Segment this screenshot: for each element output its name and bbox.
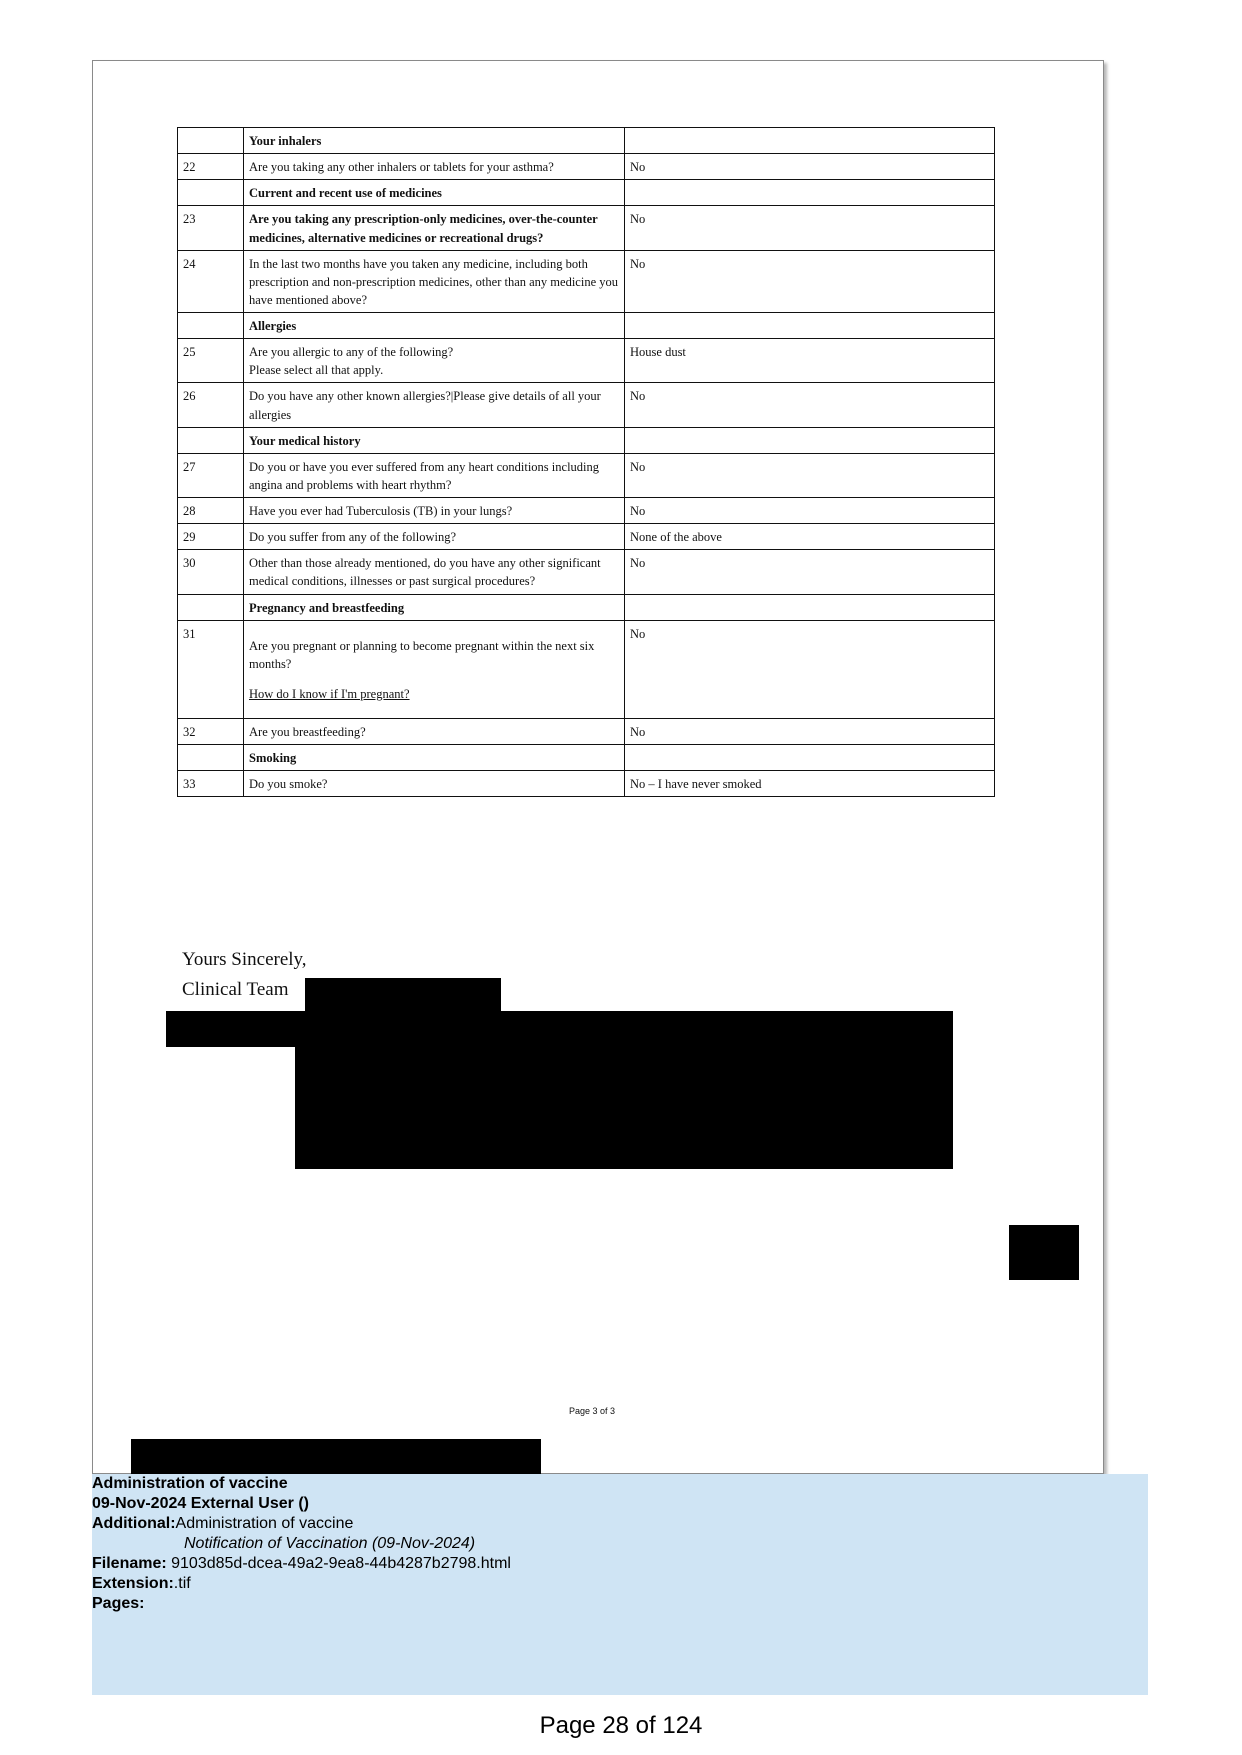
question-number: 27 — [178, 453, 244, 497]
section-title: Your medical history — [244, 427, 625, 453]
question-number: 33 — [178, 771, 244, 797]
question-text: Do you smoke? — [244, 771, 625, 797]
closing-signature: Clinical Team — [182, 979, 289, 1000]
question-line: Are you pregnant or planning to become pregnant within the next six months? — [249, 638, 595, 671]
redaction-block — [305, 978, 501, 1014]
question-number: 28 — [178, 498, 244, 524]
answer-text: No — [625, 383, 995, 427]
answer-text — [625, 594, 995, 620]
meta-date-user: 09-Nov-2024 External User () — [92, 1495, 309, 1512]
answer-text — [625, 180, 995, 206]
question-text: Do you suffer from any of the following? — [244, 524, 625, 550]
answer-text: No — [625, 550, 995, 594]
question-text: Other than those already mentioned, do you have any other significant medical conditions, illnesses or past surgical procedures? — [244, 550, 625, 594]
question-row — [178, 206, 995, 250]
question-number — [178, 427, 244, 453]
closing-salutation: Yours Sincerely, — [182, 949, 307, 970]
meta-notification: Notification of Vaccination (09-Nov-2024) — [184, 1535, 476, 1552]
scan-page-number: Page 3 of 3 — [569, 1406, 616, 1416]
question-number — [178, 180, 244, 206]
question-number: 23 — [178, 206, 244, 250]
question-row — [178, 383, 995, 427]
question-number: 30 — [178, 550, 244, 594]
meta-extension: Extension:.tif — [92, 1575, 191, 1592]
answer-text — [625, 313, 995, 339]
answer-text: No – I have never smoked — [625, 771, 995, 797]
meta-title: Administration of vaccine — [92, 1475, 288, 1492]
meta-additional: Additional:Administration of vaccine — [92, 1515, 354, 1532]
question-text: Do you or have you ever suffered from any heart conditions including angina and problems with heart rhythm? — [244, 453, 625, 497]
question-number — [178, 128, 244, 154]
question-line: Are you allergic to any of the following? — [249, 345, 454, 360]
redaction-block — [166, 1011, 953, 1047]
answer-text: No — [625, 250, 995, 312]
answer-text: House dust — [625, 339, 995, 383]
answer-text: No — [625, 719, 995, 745]
scanned-page — [92, 60, 1104, 1474]
answer-text — [625, 128, 995, 154]
question-number: 22 — [178, 154, 244, 180]
pregnancy-help-link: How do I know if I'm pregnant? — [249, 686, 410, 701]
section-header-row — [178, 427, 995, 453]
question-number — [178, 594, 244, 620]
section-header-row — [178, 313, 995, 339]
question-number: 32 — [178, 719, 244, 745]
question-text: Are you breastfeeding? — [244, 719, 625, 745]
question-number: 26 — [178, 383, 244, 427]
question-number — [178, 745, 244, 771]
question-number: 24 — [178, 250, 244, 312]
question-text — [244, 620, 625, 718]
section-header-row — [178, 128, 995, 154]
answer-text: No — [625, 154, 995, 180]
answer-text: No — [625, 453, 995, 497]
document-metadata-panel — [92, 1474, 1148, 1695]
question-row — [178, 154, 995, 180]
page-footer: Page 28 of 124 — [539, 1712, 703, 1739]
section-header-row — [178, 745, 995, 771]
answer-text: No — [625, 206, 995, 250]
question-number: 31 — [178, 620, 244, 718]
redaction-block — [131, 1439, 541, 1479]
question-text: Do you have any other known allergies?|Please give details of all your allergies — [244, 383, 625, 427]
answer-text: No — [625, 620, 995, 718]
section-title: Current and recent use of medicines — [244, 180, 625, 206]
meta-pages: Pages: — [92, 1595, 145, 1612]
answer-text: None of the above — [625, 524, 995, 550]
question-text: Are you taking any other inhalers or tablets for your asthma? — [244, 154, 625, 180]
question-row — [178, 250, 995, 312]
question-row — [178, 524, 995, 550]
redaction-block — [295, 1045, 953, 1169]
question-line: Please select all that apply. — [249, 363, 384, 378]
question-number — [178, 313, 244, 339]
question-row — [178, 719, 995, 745]
section-title: Pregnancy and breastfeeding — [244, 594, 625, 620]
answer-text — [625, 745, 995, 771]
section-title: Allergies — [244, 313, 625, 339]
question-row — [178, 339, 995, 383]
question-text: Have you ever had Tuberculosis (TB) in your lungs? — [244, 498, 625, 524]
question-row — [178, 771, 995, 797]
meta-filename: Filename: 9103d85d-dcea-49a2-9ea8-44b4287b2798.html — [92, 1555, 511, 1572]
question-text: In the last two months have you taken any medicine, including both prescription and non-prescription medicines, other than any medicine you have mentioned above? — [244, 250, 625, 312]
question-number: 25 — [178, 339, 244, 383]
question-number: 29 — [178, 524, 244, 550]
question-row — [178, 498, 995, 524]
question-row — [178, 550, 995, 594]
answer-text: No — [625, 498, 995, 524]
section-title: Your inhalers — [244, 128, 625, 154]
section-header-row — [178, 594, 995, 620]
answer-text — [625, 427, 995, 453]
question-row — [178, 453, 995, 497]
redaction-block — [1009, 1225, 1079, 1280]
question-text — [244, 339, 625, 383]
section-title: Smoking — [244, 745, 625, 771]
questionnaire-table — [177, 127, 995, 797]
section-header-row — [178, 180, 995, 206]
question-row — [178, 620, 995, 718]
question-text: Are you taking any prescription-only medicines, over-the-counter medicines, alternative medicines or recreational drugs? — [244, 206, 625, 250]
